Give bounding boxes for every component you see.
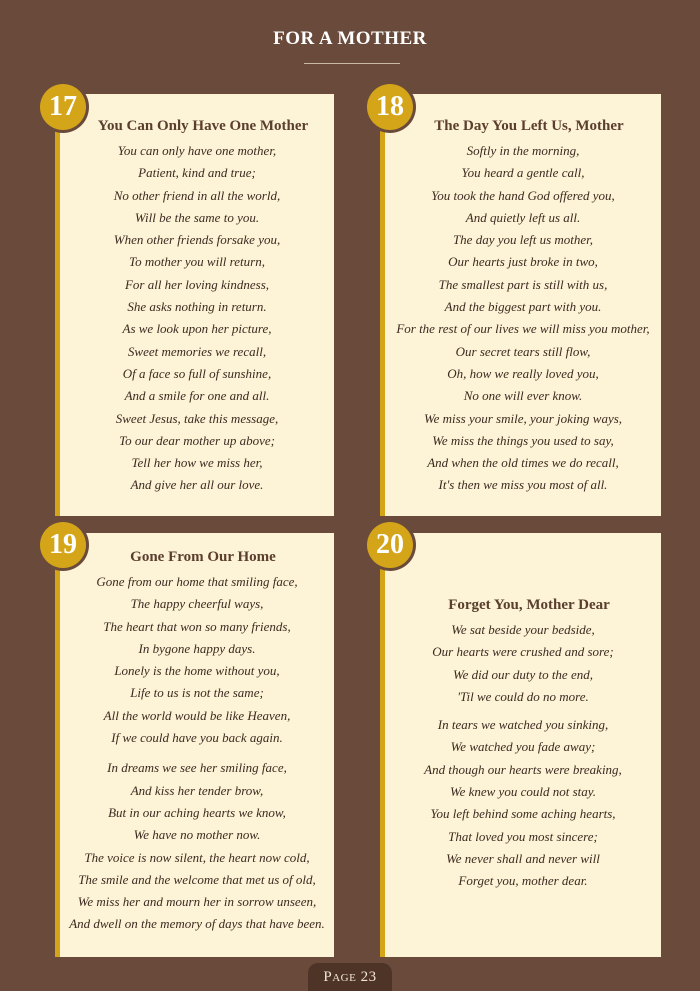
poem-line: The smile and the welcome that met us of old,	[78, 871, 316, 887]
poem-title: The Day You Left Us, Mother	[434, 118, 624, 134]
poem-line: In dreams we see her smiling face,	[107, 760, 287, 776]
poem-line: And give her all our love.	[130, 477, 264, 493]
page-title: FOR A MOTHER	[273, 28, 427, 49]
poem-line: And quietly left us all.	[465, 209, 581, 225]
poem-lines	[385, 140, 661, 497]
poem-line: All the world would be like Heaven,	[103, 707, 291, 723]
poem-line: No one will ever know.	[463, 388, 583, 404]
poem-line: You took the hand God offered you,	[431, 187, 615, 203]
poem-line: 'Til we could do no more.	[457, 688, 589, 704]
poem-line: Life to us is not the same;	[130, 685, 264, 701]
poem-line: She asks nothing in return.	[127, 299, 267, 315]
poem-line: The day you left us mother,	[452, 232, 594, 248]
poem-number-badge: 19	[40, 522, 86, 568]
poem-line: The heart that won so many friends,	[103, 618, 291, 634]
poem-line: Lonely is the home without you,	[114, 663, 280, 679]
poem-line: The smallest part is still with us,	[438, 276, 608, 292]
poem-line: Patient, kind and true;	[138, 165, 256, 181]
poem-line: In tears we watched you sinking,	[437, 717, 609, 733]
poem-line: And kiss her tender brow,	[130, 782, 264, 798]
poem-lines	[60, 140, 334, 497]
poem-line: If we could have you back again.	[111, 730, 283, 746]
poem-title: Forget You, Mother Dear	[448, 597, 610, 613]
poem-line: We did our duty to the end,	[453, 666, 593, 682]
poem-line: When other friends forsake you,	[113, 232, 281, 248]
poem-lines	[385, 619, 661, 708]
poem-number-badge: 18	[367, 84, 413, 130]
poem-line: Our secret tears still flow,	[455, 343, 591, 359]
poem-number-badge: 17	[40, 84, 86, 130]
poem-line: Our hearts were crushed and sore;	[432, 644, 614, 660]
poem-line: Of a face so full of sunshine,	[122, 365, 272, 381]
poem-line: Sweet Jesus, take this message,	[115, 410, 279, 426]
poem-lines	[60, 757, 334, 935]
poem-line: You heard a gentle call,	[461, 165, 585, 181]
page-number: Page 23	[308, 963, 392, 991]
poem-line: Sweet memories we recall,	[127, 343, 267, 359]
poem-line: We have no mother now.	[133, 827, 261, 843]
poem-line: Tell her how we miss her,	[131, 455, 263, 471]
poem-line: We miss your smile, your joking ways,	[423, 410, 623, 426]
poem-line: Softly in the morning,	[466, 143, 580, 158]
poem-line: To mother you will return,	[129, 254, 265, 270]
poem-line: And a smile for one and all.	[124, 388, 270, 404]
poem-title: You Can Only Have One Mother	[97, 118, 309, 134]
poem-line: And though our hearts were breaking,	[424, 761, 622, 777]
poem-line: But in our aching hearts we know,	[108, 804, 286, 820]
poem-line: We miss the things you used to say,	[432, 432, 614, 448]
poem-line: The voice is now silent, the heart now cold,	[84, 849, 310, 865]
poem-line: We never shall and never will	[446, 850, 600, 866]
poem-line: You left behind some aching hearts,	[430, 806, 616, 822]
poem-lines	[385, 714, 661, 892]
poem-line: To our dear mother up above;	[119, 432, 275, 448]
poem-line: In bygone happy days.	[138, 640, 256, 656]
poem-line: And dwell on the memory of days that have been.	[69, 916, 325, 932]
poem-title: Gone From Our Home	[130, 549, 276, 565]
poem-number-badge: 20	[367, 522, 413, 568]
poem-line: Our hearts just broke in two,	[448, 254, 598, 270]
poem-line: Oh, how we really loved you,	[447, 365, 599, 381]
poem-line: And the biggest part with you.	[444, 299, 602, 315]
poem-line: Will be the same to you.	[134, 209, 260, 225]
poem-card-18	[380, 94, 661, 516]
poem-line: It's then we miss you most of all.	[438, 477, 608, 493]
poem-line: You can only have one mother,	[117, 143, 277, 158]
poem-line: Gone from our home that smiling face,	[96, 574, 298, 589]
poem-card-17	[55, 94, 334, 516]
poem-line: The happy cheerful ways,	[130, 596, 264, 612]
poem-line: That loved you most sincere;	[448, 828, 598, 844]
poem-line: No other friend in all the world,	[113, 187, 281, 203]
title-divider	[304, 63, 400, 64]
poem-card-20	[380, 533, 661, 957]
poem-line: For the rest of our lives we will miss you mother,	[396, 321, 650, 337]
poem-line: We miss her and mourn her in sorrow unseen,	[77, 894, 317, 910]
poem-line: We knew you could not stay.	[449, 784, 597, 800]
poem-line: As we look upon her picture,	[122, 321, 272, 337]
poem-line: We watched you fade away;	[450, 739, 596, 755]
poem-line: And when the old times we do recall,	[427, 455, 619, 471]
poem-line: We sat beside your bedside,	[451, 622, 595, 637]
poem-lines	[60, 571, 334, 749]
poem-line: Forget you, mother dear.	[458, 873, 588, 889]
poem-card-19	[55, 533, 334, 957]
poem-line: For all her loving kindness,	[124, 276, 270, 292]
stanza-gap	[60, 749, 334, 757]
